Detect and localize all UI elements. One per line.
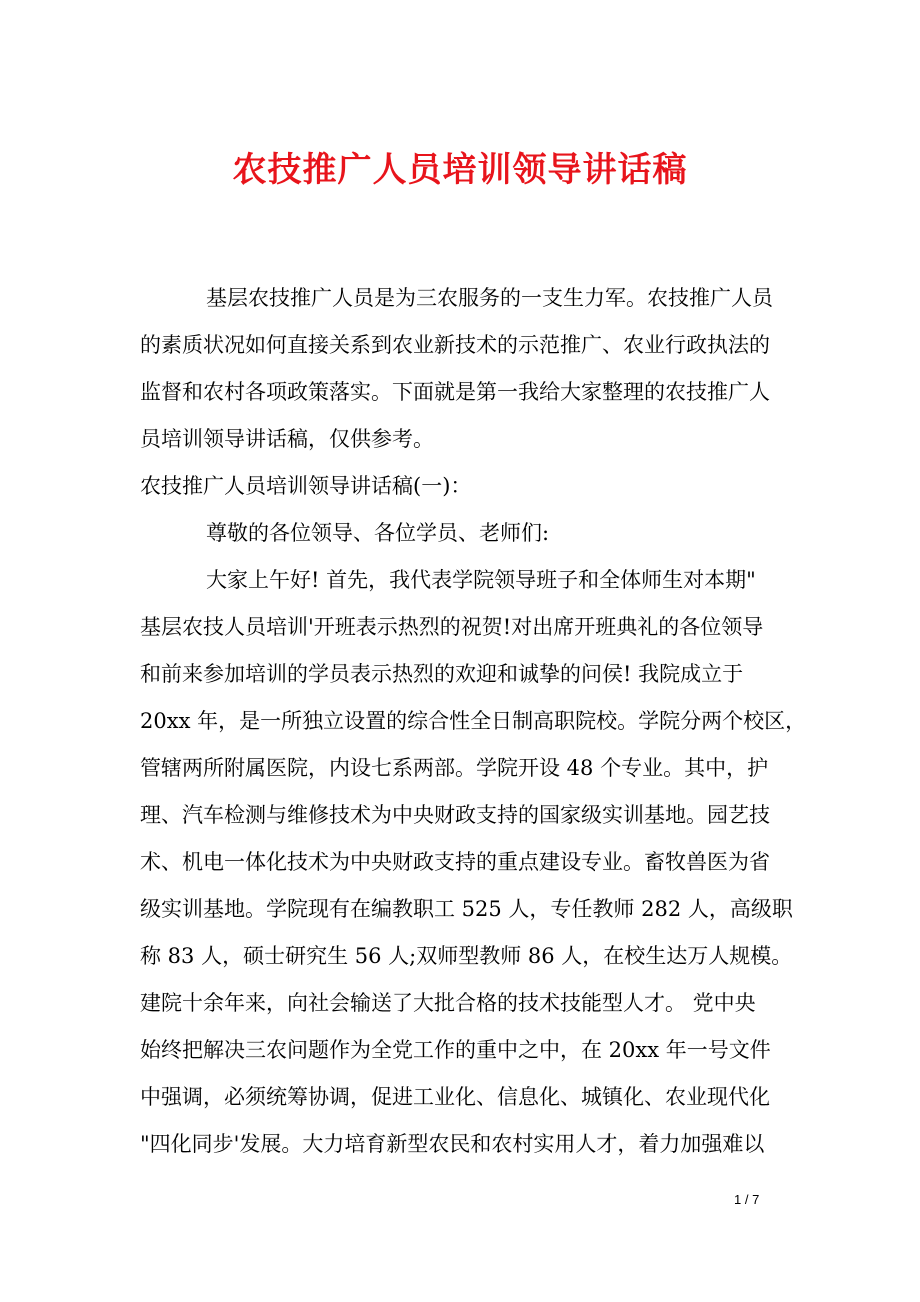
body-line: 的素质状况如何直接关系到农业新技术的示范推广、农业行政执法的 bbox=[140, 333, 770, 357]
body-line: 尊敬的各位领导、各位学员、老师们: bbox=[206, 521, 550, 545]
body-line: 称 83 人，硕士研究生 56 人;双师型教师 86 人，在校生达万人规模。 bbox=[140, 944, 793, 968]
body-line: 理、汽车检测与维修技术为中央财政支持的国家级实训基地。园艺技 bbox=[140, 803, 770, 827]
body-line: 始终把解决三农问题作为全党工作的重中之中，在 20xx 年一号文件 bbox=[140, 1038, 771, 1062]
document-body bbox=[140, 275, 807, 1168]
document-title: 农技推广人员培训领导讲话稿 bbox=[232, 150, 688, 190]
body-line: 农技推广人员培训领导讲话稿(一)： bbox=[140, 474, 472, 498]
body-line: 管辖两所附属医院，内设七系两部。学院开设 48 个专业。其中，护 bbox=[140, 756, 769, 780]
body-line: 基层农技人员培训'开班表示热烈的祝贺!对出席开班典礼的各位领导 bbox=[140, 615, 764, 639]
body-line: 大家上午好! 首先，我代表学院领导班子和全体师生对本期" bbox=[206, 568, 756, 592]
body-line: 员培训领导讲话稿，仅供参考。 bbox=[140, 427, 434, 451]
body-line: 20xx 年，是一所独立设置的综合性全日制高职院校。学院分两个校区， bbox=[140, 709, 807, 733]
body-line: 基层农技推广人员是为三农服务的一支生力军。农技推广人员 bbox=[206, 286, 773, 310]
body-line: 术、机电一体化技术为中央财政支持的重点建设专业。畜牧兽医为省 bbox=[140, 850, 770, 874]
body-line: "四化同步'发展。大力培育新型农民和农村实用人才，着力加强难以 bbox=[140, 1132, 765, 1156]
body-line: 中强调，必须统筹协调，促进工业化、信息化、城镇化、农业现代化 bbox=[140, 1085, 770, 1109]
body-line: 监督和农村各项政策落实。下面就是第一我给大家整理的农技推广人 bbox=[140, 380, 770, 404]
body-line: 建院十余年来，向社会输送了大批合格的技术技能型人才。 党中央 bbox=[140, 991, 756, 1015]
body-line: 和前来参加培训的学员表示热烈的欢迎和诚挚的问侯! 我院成立于 bbox=[140, 662, 744, 686]
page-number: 1 / 7 bbox=[734, 1192, 760, 1207]
body-line: 级实训基地。学院现有在编教职工 525 人，专任教师 282 人，高级职 bbox=[140, 897, 793, 921]
